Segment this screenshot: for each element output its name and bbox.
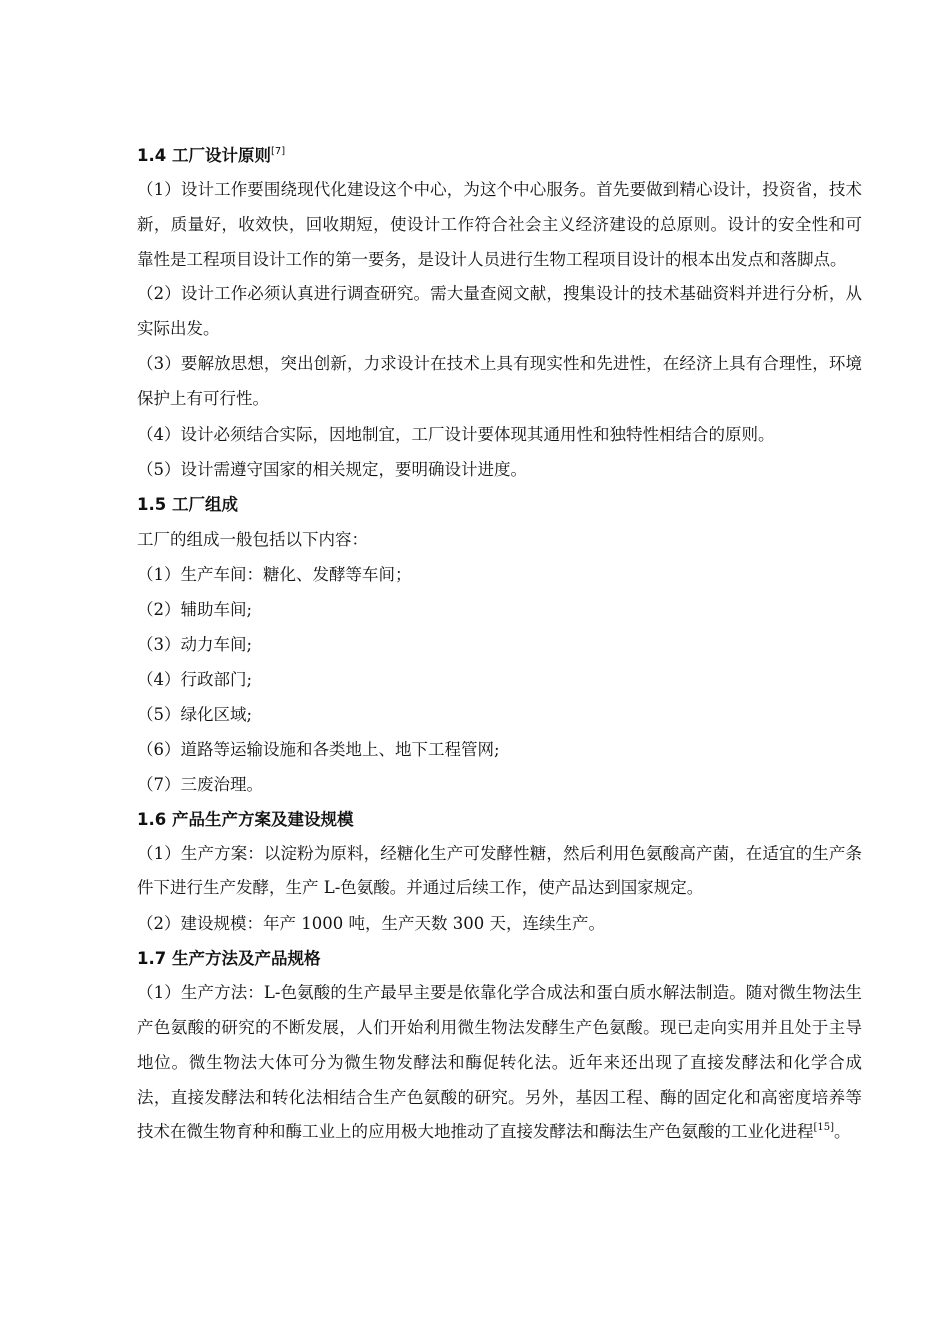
composition-item-1: （1）生产车间：糖化、发酵等车间； <box>137 564 412 584</box>
citation-ref: [15] <box>813 1122 835 1134</box>
section-1-4-heading <box>137 138 862 173</box>
principle-item-2: （2）设计工作必须认真进行调查研究。需大量查阅文献，搜集设计的技术基础资料并进行分析，从实际出发。 <box>137 284 862 339</box>
composition-item-7: （7）三废治理。 <box>137 774 263 794</box>
composition-item-5: （5）绿化区域; <box>137 704 253 724</box>
composition-item-4: （4）行政部门; <box>137 669 253 689</box>
composition-item-2: （2）辅助车间; <box>137 599 253 619</box>
composition-item-6: （6）道路等运输设施和各类地上、地下工程管网; <box>137 739 500 759</box>
principle-item-4: （4）设计必须结合实际，因地制宜，工厂设计要体现其通用性和独特性相结合的原则。 <box>137 424 775 444</box>
section-1-7-heading: 1.7 生产方法及产品规格 <box>137 949 321 969</box>
composition-item-3: （3）动力车间; <box>137 634 253 654</box>
citation-ref: [7] <box>270 146 286 157</box>
heading-text: 1.4 工厂设计原则 <box>137 146 271 165</box>
method-text: （1）生产方法：L-色氨酸的生产最早主要是依靠化学合成法和蛋白质水解法制造。随对微生物法生产色氨酸的研究的不断发展，人们开始利用微生物法发酵生产色氨酸。现已走向实用并且处于主导地位。微生物法大体可分为微生物发酵法和酶促转化法。近年来还出现了直接发酵法和化学合成法，直接发酵法和转化法相结合生产色氨酸的研究。另外，基因工程、酶的固定化和高密度培养等技术在微生物育种和酶工业上的应用极大地推动了直接发酵法和酶法生产色氨酸的工业化进程 <box>137 983 862 1142</box>
composition-intro: 工厂的组成一般包括以下内容： <box>137 529 368 549</box>
plan-item-1: （1）生产方案：以淀粉为原料，经糖化生产可发酵性糖，然后利用色氨酸高产菌，在适宜的生产条件下进行生产发酵，生产 L-色氨酸。并通过后续工作，使产品达到国家规定。 <box>137 843 862 898</box>
method-paragraph <box>137 976 862 1150</box>
principle-item-1: （1）设计工作要围绕现代化建设这个中心，为这个中心服务。首先要做到精心设计，投资省，技术新，质量好，收效快，回收期短，使设计工作符合社会主义经济建设的总原则。设计的安全性和可靠性是工程项目设计工作的第一要务，是设计人员进行生物工程项目设计的根本出发点和落脚点。 <box>137 180 862 269</box>
plan-item-2: （2）建设规模：年产 1000 吨，生产天数 300 天，连续生产。 <box>137 914 605 934</box>
method-text-end: 。 <box>834 1122 851 1142</box>
section-1-5-heading: 1.5 工厂组成 <box>137 494 238 514</box>
section-1-6-heading: 1.6 产品生产方案及建设规模 <box>137 809 354 829</box>
principle-item-3: （3）要解放思想，突出创新，力求设计在技术上具有现实性和先进性，在经济上具有合理性，环境保护上有可行性。 <box>137 353 862 408</box>
principle-item-5: （5）设计需遵守国家的相关规定，要明确设计进度。 <box>137 459 527 479</box>
document-body <box>137 138 862 1150</box>
